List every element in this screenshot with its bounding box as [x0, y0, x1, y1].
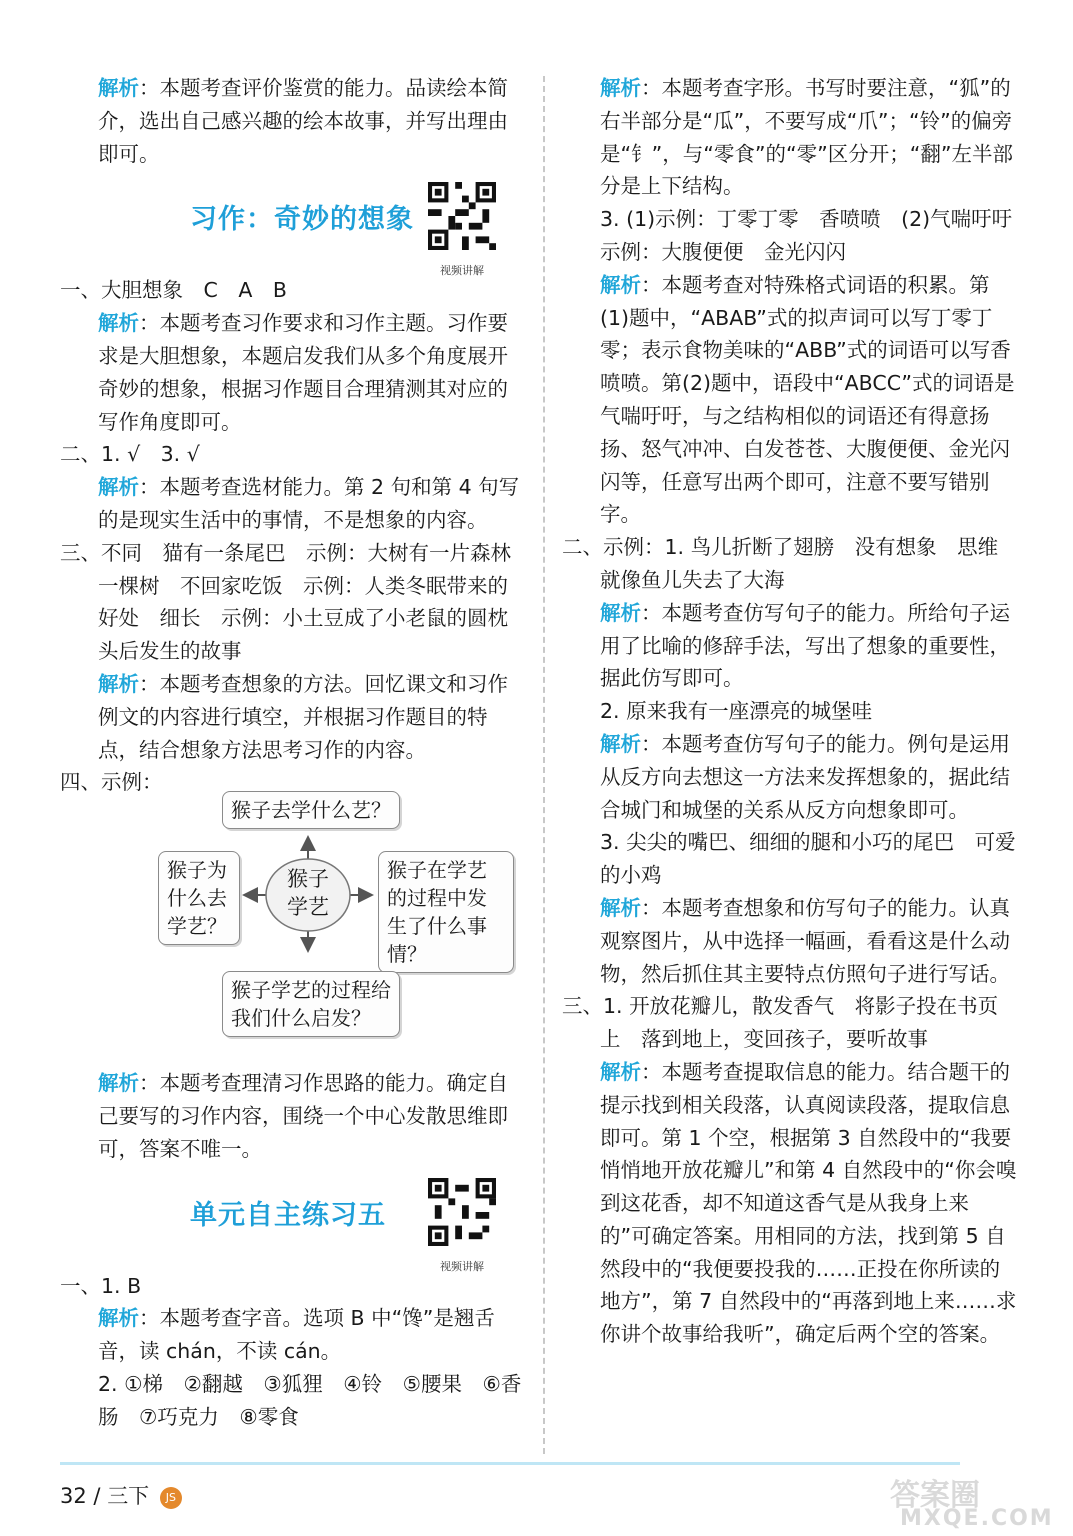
- page-number: 32: [60, 1484, 87, 1508]
- question-4: 四、示例：: [60, 770, 163, 795]
- analysis-para: 解析：本题考查评价鉴赏的能力。品读绘本简介，选出自己感兴趣的绘本故事，并写出理由即可。: [98, 76, 508, 166]
- section-heading-unit5: [60, 1166, 522, 1273]
- qr-caption: 视频讲解: [440, 1259, 484, 1273]
- mind-map: [60, 799, 522, 1067]
- qr-caption: 视频讲解: [440, 264, 484, 278]
- analysis-para: 解析：本题考查习作要求和习作主题。习作要求是大胆想象，本题启发我们从多个角度展开奇妙的想象，根据习作题目合理猜测其对应的写作角度即可。: [98, 311, 508, 434]
- left-column: [60, 72, 532, 1434]
- analysis-para: 解析：本题考查字形。书写时要注意，“狐”的右半部分是“瓜”，不要写成“爪”；“铃”的偏旁是“钅”，与“零食”的“零”区分开；“翻”左半部分是上下结构。: [600, 76, 1013, 199]
- question-reading-1: 三、1. 开放花瓣儿，散发香气 将影子投在书页上 落到地上，变回孩子，要听故事: [562, 994, 999, 1052]
- analysis-para: 解析：本题考查想象和仿写句子的能力。认真观察图片，从中选择一幅画，看看这是什么动物，然后抓住其主要特点仿照句子进行写话。: [600, 895, 1010, 986]
- question-5: 一、1. B: [60, 1273, 142, 1298]
- qr-code-icon[interactable]: [428, 1178, 496, 1246]
- mind-map-right-node: 猴子在学艺的过程中发生了什么事情？: [378, 851, 514, 973]
- section-title: 习作：奇妙的想象: [190, 204, 414, 236]
- page-footer: 32 / 三下 JS: [60, 1480, 182, 1510]
- mind-map-left-node: 猴子为什么去学艺？: [158, 851, 240, 945]
- mind-map-center: 猴子学艺: [287, 867, 329, 920]
- qr-code-icon[interactable]: [428, 182, 496, 250]
- grade-label: 三下: [107, 1484, 150, 1508]
- analysis-para: 解析：本题考查对特殊格式词语的积累。第(1)题中，“ABAB”式的拟声词可以写丁零丁零；表示食物美味的“ABB”式的词语可以写香喷喷。第(2)题中，语段中“ABCC”式的词语是气喘吁吁，与之结构相似的词语还有得意扬扬、怒气冲冲、白发苍苍、大腹便便、金光闪闪等，任意写出两个即可，注意不要写错别字。: [600, 272, 1015, 527]
- question-3: 三、不同 猫有一条尾巴 示例：大树有一片森林 一棵树 不回家吃饭 示例：人类冬眠带来的好处 细长 示例：小土豆成了小老鼠的圆枕头后发生的故事: [60, 540, 532, 664]
- analysis-para: 解析：本题考查提取信息的能力。结合题干的提示找到相关段落，认真阅读段落，提取信息即可。第 1 个空，根据第 3 自然段中的“我要悄悄地开放花瓣儿”和第 4 自然段中的“你会嗅到这花香，却不知道这香气是从我身上来的”可确定答案。用相同的方法，找到第 5 自然段中的“我便要投我的……正投在你所读的地方”，第 7 自然段中的“再落到地上来……求你讲个故事给我听”，确定后两个空的答案。: [600, 1059, 1017, 1347]
- analysis-para: 解析：本题考查仿写句子的能力。所给句子运用了比喻的修辞手法，写出了想象的重要性，据此仿写即可。: [600, 600, 1010, 691]
- analysis-para: 解析：本题考查字音。选项 B 中“馋”是翘舌音，读 chán，不读 cán。: [98, 1306, 495, 1364]
- question-6: 2. ①梯 ②翻越 ③狐狸 ④铃 ⑤腰果 ⑥香肠 ⑦巧克力 ⑧零食: [98, 1371, 522, 1429]
- question-imitate-2: 2. 原来我有一座漂亮的城堡哇: [600, 699, 873, 724]
- footer-rule: [60, 1462, 960, 1465]
- question-imitate-3: 3. 尖尖的嘴巴、细细的腿和小巧的尾巴 可爱的小鸡: [600, 830, 1016, 888]
- watermark-url: MXQE.COM: [900, 1506, 1054, 1531]
- question-1: 一、大胆想象 C A B: [60, 278, 287, 303]
- mind-map-top-node: 猴子去学什么艺？: [222, 791, 400, 829]
- question-3-words: 3. (1)示例：丁零丁零 香喷喷 (2)气喘吁吁 示例：大腹便便 金光闪闪: [600, 207, 1033, 264]
- watermark-logo: 答案圈: [890, 1478, 980, 1513]
- analysis-para: 解析：本题考查选材能力。第 2 句和第 4 句写的是现实生活中的事情，不是想象的内容。: [98, 475, 520, 532]
- question-2: 二、1. √ 3. √: [60, 442, 200, 467]
- analysis-label: 解析: [98, 76, 139, 100]
- section-heading-writing: [60, 170, 522, 278]
- mind-map-bottom-node: 猴子学艺的过程给我们什么启发？: [222, 971, 400, 1037]
- analysis-para: 解析：本题考查仿写句子的能力。例句是运用从反方向去想这一方法来发挥想象的，据此结合城门和城堡的关系从反方向想象即可。: [600, 731, 1010, 822]
- edition-badge-icon: JS: [160, 1487, 182, 1509]
- analysis-para: 解析：本题考查想象的方法。回忆课文和习作例文的内容进行填空，并根据习作题目的特点，结合想象方法思考习作的内容。: [98, 671, 508, 762]
- question-imitate-1: 二、示例：1. 鸟儿折断了翅膀 没有想象 思维就像鱼儿失去了大海: [562, 535, 999, 592]
- section-title: 单元自主练习五: [190, 1199, 386, 1231]
- column-divider: [543, 76, 545, 1454]
- right-column: [562, 72, 1033, 1351]
- analysis-para: 解析：本题考查理清习作思路的能力。确定自己要写的习作内容，围绕一个中心发散思维即可，答案不唯一。: [98, 1071, 508, 1161]
